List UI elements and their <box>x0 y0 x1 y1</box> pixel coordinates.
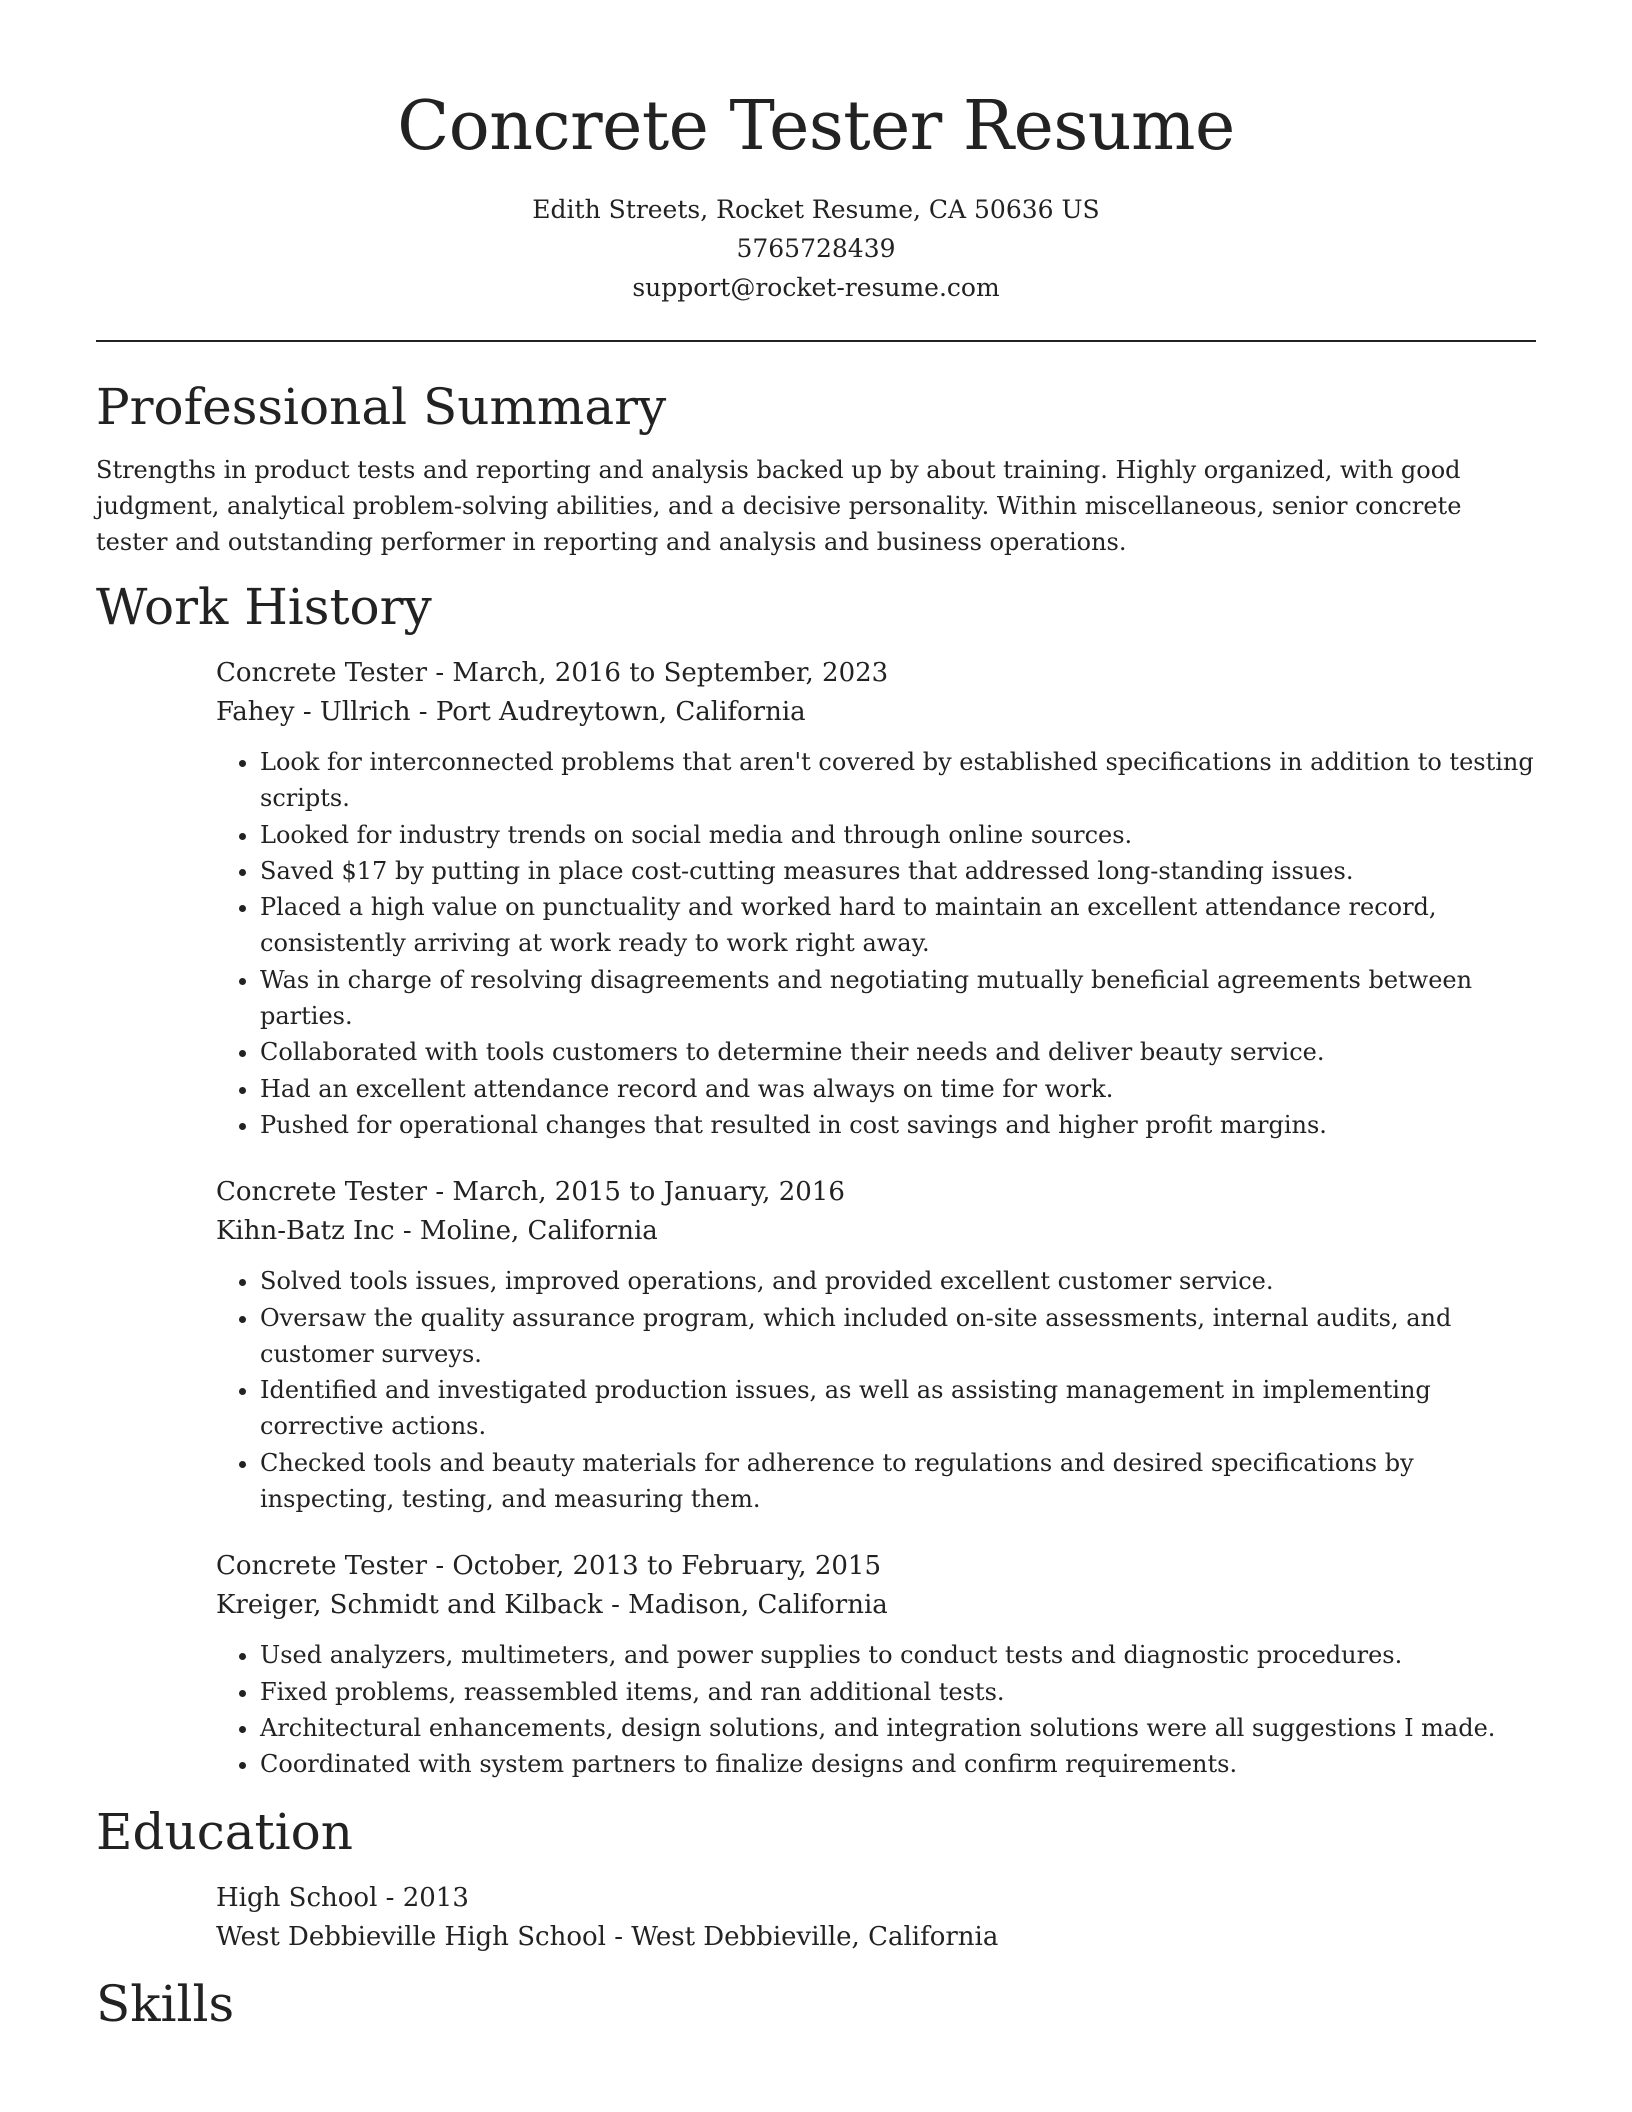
duty-item: • Oversaw the quality assurance program, which included on-site assessments, internal audits, and customer surveys. <box>260 1300 1536 1373</box>
job-title-dates: Concrete Tester - March, 2015 to January, 2016 <box>216 1177 845 1208</box>
job-entry <box>216 1547 1536 1782</box>
duty-item: • Architectural enhancements, design solutions, and integration solutions were all suggestions I made. <box>260 1710 1536 1746</box>
duty-item: • Solved tools issues, improved operations, and provided excellent customer service. <box>260 1263 1536 1299</box>
summary-text: Strengths in product tests and reporting and analysis backed up by about training. Highly organized, with good judgment, analytical problem-solving abilities, and a decisive personality. Within miscellaneous, senior concrete tester and outstanding performer in reporting and analysis and business operations. <box>96 456 1462 556</box>
duty-item: • Was in charge of resolving disagreements and negotiating mutually beneficial agreements between parties. <box>260 962 1536 1035</box>
duty-item: • Looked for industry trends on social media and through online sources. <box>260 817 1536 853</box>
duty-item: • Placed a high value on punctuality and worked hard to maintain an excellent attendance record, consistently arriving at work ready to work right away. <box>260 889 1536 962</box>
job-duties-list <box>216 1637 1536 1782</box>
duty-item: • Identified and investigated production issues, as well as assisting management in implementing corrective actions. <box>260 1372 1536 1445</box>
duty-item: • Had an excellent attendance record and was always on time for work. <box>260 1071 1536 1107</box>
duty-item: • Look for interconnected problems that aren't covered by established specifications in addition to testing scripts. <box>260 744 1536 817</box>
skills-heading: Skills <box>96 1974 235 2033</box>
duty-item: • Pushed for operational changes that resulted in cost savings and higher profit margins. <box>260 1107 1536 1143</box>
contact-address: Edith Streets, Rocket Resume, CA 50636 US <box>532 195 1100 224</box>
contact-block <box>96 190 1536 307</box>
job-entry <box>216 654 1536 1143</box>
work-history-section <box>96 572 1536 1783</box>
education-section <box>96 1797 1536 1957</box>
job-title-dates: Concrete Tester - October, 2013 to February, 2015 <box>216 1551 881 1582</box>
education-degree-year: High School - 2013 <box>216 1882 469 1913</box>
job-title-dates: Concrete Tester - March, 2016 to September, 2023 <box>216 658 889 688</box>
contact-phone: 5765728439 <box>736 234 896 263</box>
duty-item: • Saved $17 by putting in place cost-cutting measures that addressed long-standing issues. <box>260 853 1536 889</box>
resume-page <box>96 0 1536 2039</box>
resume-title: Concrete Tester Resume <box>397 87 1235 166</box>
summary-section <box>96 372 1536 560</box>
resume-header <box>96 0 1536 307</box>
duty-item: • Used analyzers, multimeters, and power supplies to conduct tests and diagnostic procedures. <box>260 1637 1536 1673</box>
skills-section <box>96 1969 1536 2039</box>
job-company-location: Kreiger, Schmidt and Kilback - Madison, California <box>216 1590 888 1621</box>
work-history-heading: Work History <box>96 578 432 636</box>
contact-email: support@rocket-resume.com <box>632 273 1000 302</box>
duty-item: • Fixed problems, reassembled items, and ran additional tests. <box>260 1674 1536 1710</box>
duty-item: • Coordinated with system partners to finalize designs and confirm requirements. <box>260 1746 1536 1782</box>
job-company-location: Fahey - Ullrich - Port Audreytown, California <box>216 697 806 727</box>
duty-item: • Collaborated with tools customers to determine their needs and deliver beauty service. <box>260 1034 1536 1070</box>
header-divider <box>96 340 1536 342</box>
job-entry <box>216 1173 1536 1517</box>
education-heading: Education <box>96 1802 353 1861</box>
duty-item: • Checked tools and beauty materials for adherence to regulations and desired specifications by inspecting, testing, and measuring them. <box>260 1445 1536 1518</box>
summary-heading: Professional Summary <box>96 378 667 436</box>
education-school-location: West Debbieville High School - West Debbieville, California <box>216 1921 999 1952</box>
job-company-location: Kihn-Batz Inc - Moline, California <box>216 1216 658 1247</box>
job-duties-list <box>216 1263 1536 1517</box>
job-duties-list <box>216 744 1536 1143</box>
